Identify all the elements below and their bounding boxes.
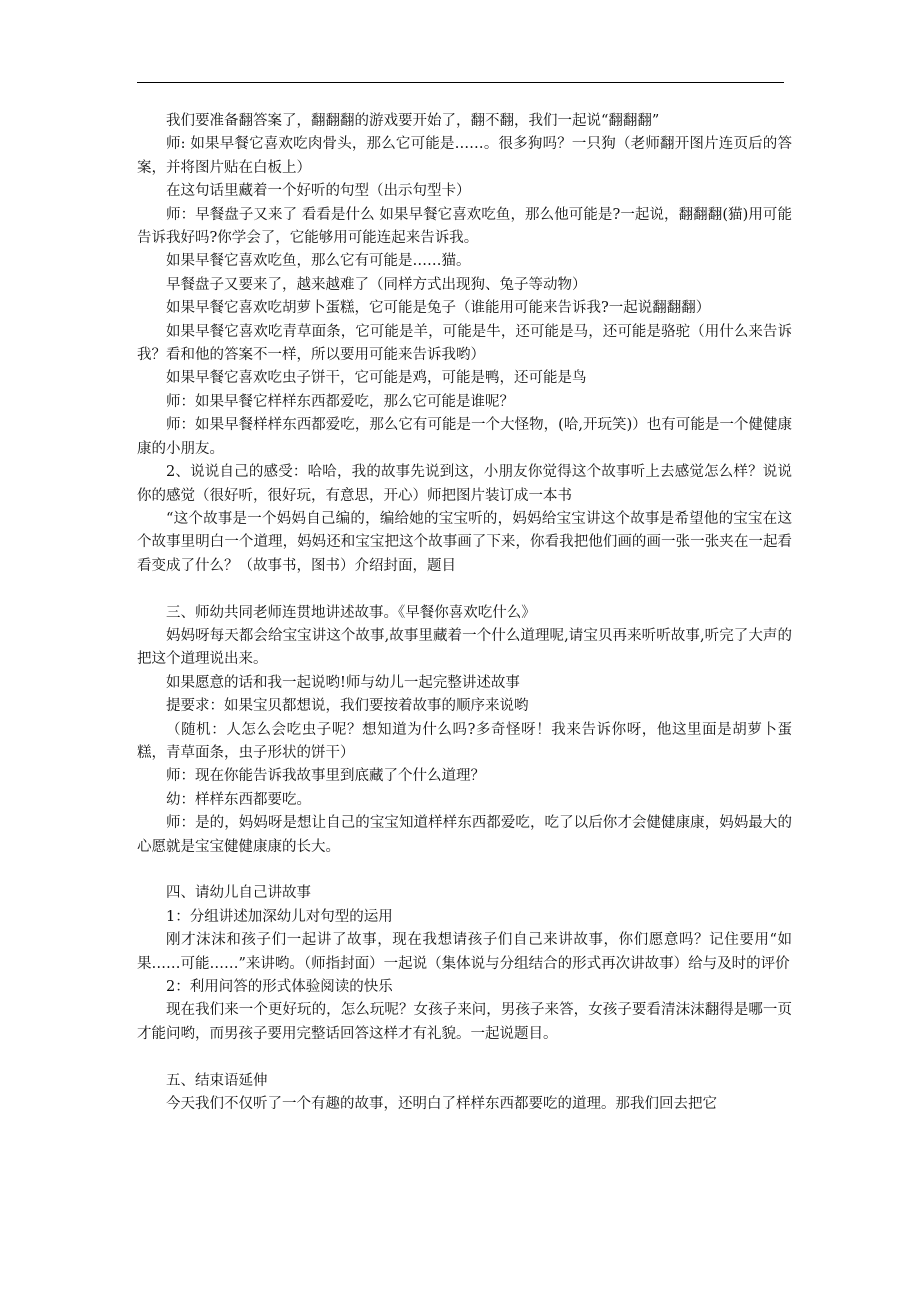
paragraph: 如果愿意的话和我一起说哟!师与幼儿一起完整讲述故事	[166, 674, 520, 691]
document-body	[137, 110, 792, 1116]
paragraph: 如果早餐它喜欢吃虫子饼干，它可能是鸡，可能是鸭，还可能是鸟	[166, 370, 587, 387]
paragraph: 幼：样样东西都要吃。	[166, 791, 311, 808]
subsection-heading: 2：利用问答的形式体验阅读的快乐	[166, 979, 393, 995]
blank-line	[137, 859, 792, 882]
blank-line	[137, 1046, 792, 1069]
paragraph: 提要求：如果宝贝都想说，我们要按着故事的顺序来说哟	[166, 698, 529, 715]
paragraph: 师：是的，妈妈呀是想让自己的宝宝知道样样东西都爱吃，吃了以后你才会健健康康，妈妈最大的心愿就是宝宝健健康康的长大。	[137, 815, 792, 855]
paragraph: 今天我们不仅听了一个有趣的故事，还明白了样样东西都要吃的道理。那我们回去把它	[166, 1096, 717, 1113]
paragraph: 如果早餐它喜欢吃胡萝卜蛋糕，它可能是兔子（谁能用可能来告诉我?一起说翻翻翻）	[166, 300, 711, 317]
section-heading: 四、请幼儿自己讲故事	[166, 885, 311, 902]
blank-line	[137, 578, 792, 601]
paragraph: 早餐盘子又要来了，越来越难了（同样方式出现狗、兔子等动物）	[166, 276, 587, 293]
paragraph: 在这句话里藏着一个好听的句型（出示句型卡）	[166, 183, 471, 200]
paragraph: 师: 如果早餐它喜欢吃肉骨头，那么它可能是……。很多狗吗？一只狗（老师翻开图片连页后的答案，并将图片贴在白板上）	[137, 136, 792, 176]
section-heading: 三、师幼共同老师连贯地讲述故事。《早餐你喜欢吃什么》	[166, 604, 536, 621]
paragraph: 如果早餐它喜欢吃鱼，那么它有可能是……猫。	[166, 253, 471, 270]
paragraph: “这个故事是一个妈妈自己编的，编给她的宝宝听的，妈妈给宝宝讲这个故事是希望他的宝宝在这个故事里明白一个道理，妈妈还和宝宝把这个故事画了下来，你看我把他们画的画一张一张夹在一起看看变成了什么？（故事书，图书）介绍封面，题目	[137, 510, 792, 574]
paragraph: 师：如果早餐样样东西都爱吃，那么它有可能是一个大怪物，(哈,开玩笑)）也有可能是一个健健康康的小朋友。	[137, 417, 792, 457]
paragraph: 师：现在你能告诉我故事里到底藏了个什么道理？	[166, 768, 485, 785]
paragraph: 刚才沫沫和孩子们一起讲了故事，现在我想请孩子们自己来讲故事，你们愿意吗？记住要用“如果……可能……”来讲哟。（师指封面）一起说（集体说与分组结合的形式再次讲故事）给与及时的评价	[137, 932, 792, 972]
header-rule	[137, 82, 784, 83]
paragraph: 2、说说自己的感受：哈哈，我的故事先说到这，小朋友你觉得这个故事听上去感觉怎么样？说说你的感觉（很好听，很好玩，有意思，开心）师把图片装订成一本书	[137, 464, 792, 504]
paragraph: 妈妈呀每天都会给宝宝讲这个故事,故事里藏着一个什么道理呢,请宝贝再来听听故事,听完了大声的把这个道理说出来。	[137, 627, 792, 668]
section-heading: 五、结束语延伸	[166, 1072, 268, 1089]
paragraph: 如果早餐它喜欢吃青草面条，它可能是羊，可能是牛，还可能是马，还可能是骆驼（用什么来告诉我？看和他的答案不一样，所以要用可能来告诉我哟）	[137, 323, 792, 364]
paragraph: 我们要准备翻答案了，翻翻翻的游戏要开始了，翻不翻，我们一起说“翻翻翻”	[166, 113, 660, 129]
paragraph: 师：早餐盘子又来了 看看是什么 如果早餐它喜欢吃鱼，那么他可能是?一起说，翻翻翻(猫)用可能告诉我好吗?你学会了，它能够用可能连起来告诉我。	[137, 206, 792, 247]
paragraph: 师：如果早餐它样样东西都爱吃，那么它可能是谁呢？	[166, 393, 514, 410]
paragraph: 现在我们来一个更好玩的，怎么玩呢？女孩子来问，男孩子来答，女孩子要看清沫沫翻得是哪一页才能问哟，而男孩子要用完整话回答这样才有礼貌。一起说题目。	[137, 1002, 792, 1042]
subsection-heading: 1：分组讲述加深幼儿对句型的运用	[166, 908, 393, 925]
paragraph: （随机：人怎么会吃虫子呢？想知道为什么吗?多奇怪呀！我来告诉你呀，他这里面是胡萝卜蛋糕，青草面条，虫子形状的饼干）	[137, 721, 792, 761]
